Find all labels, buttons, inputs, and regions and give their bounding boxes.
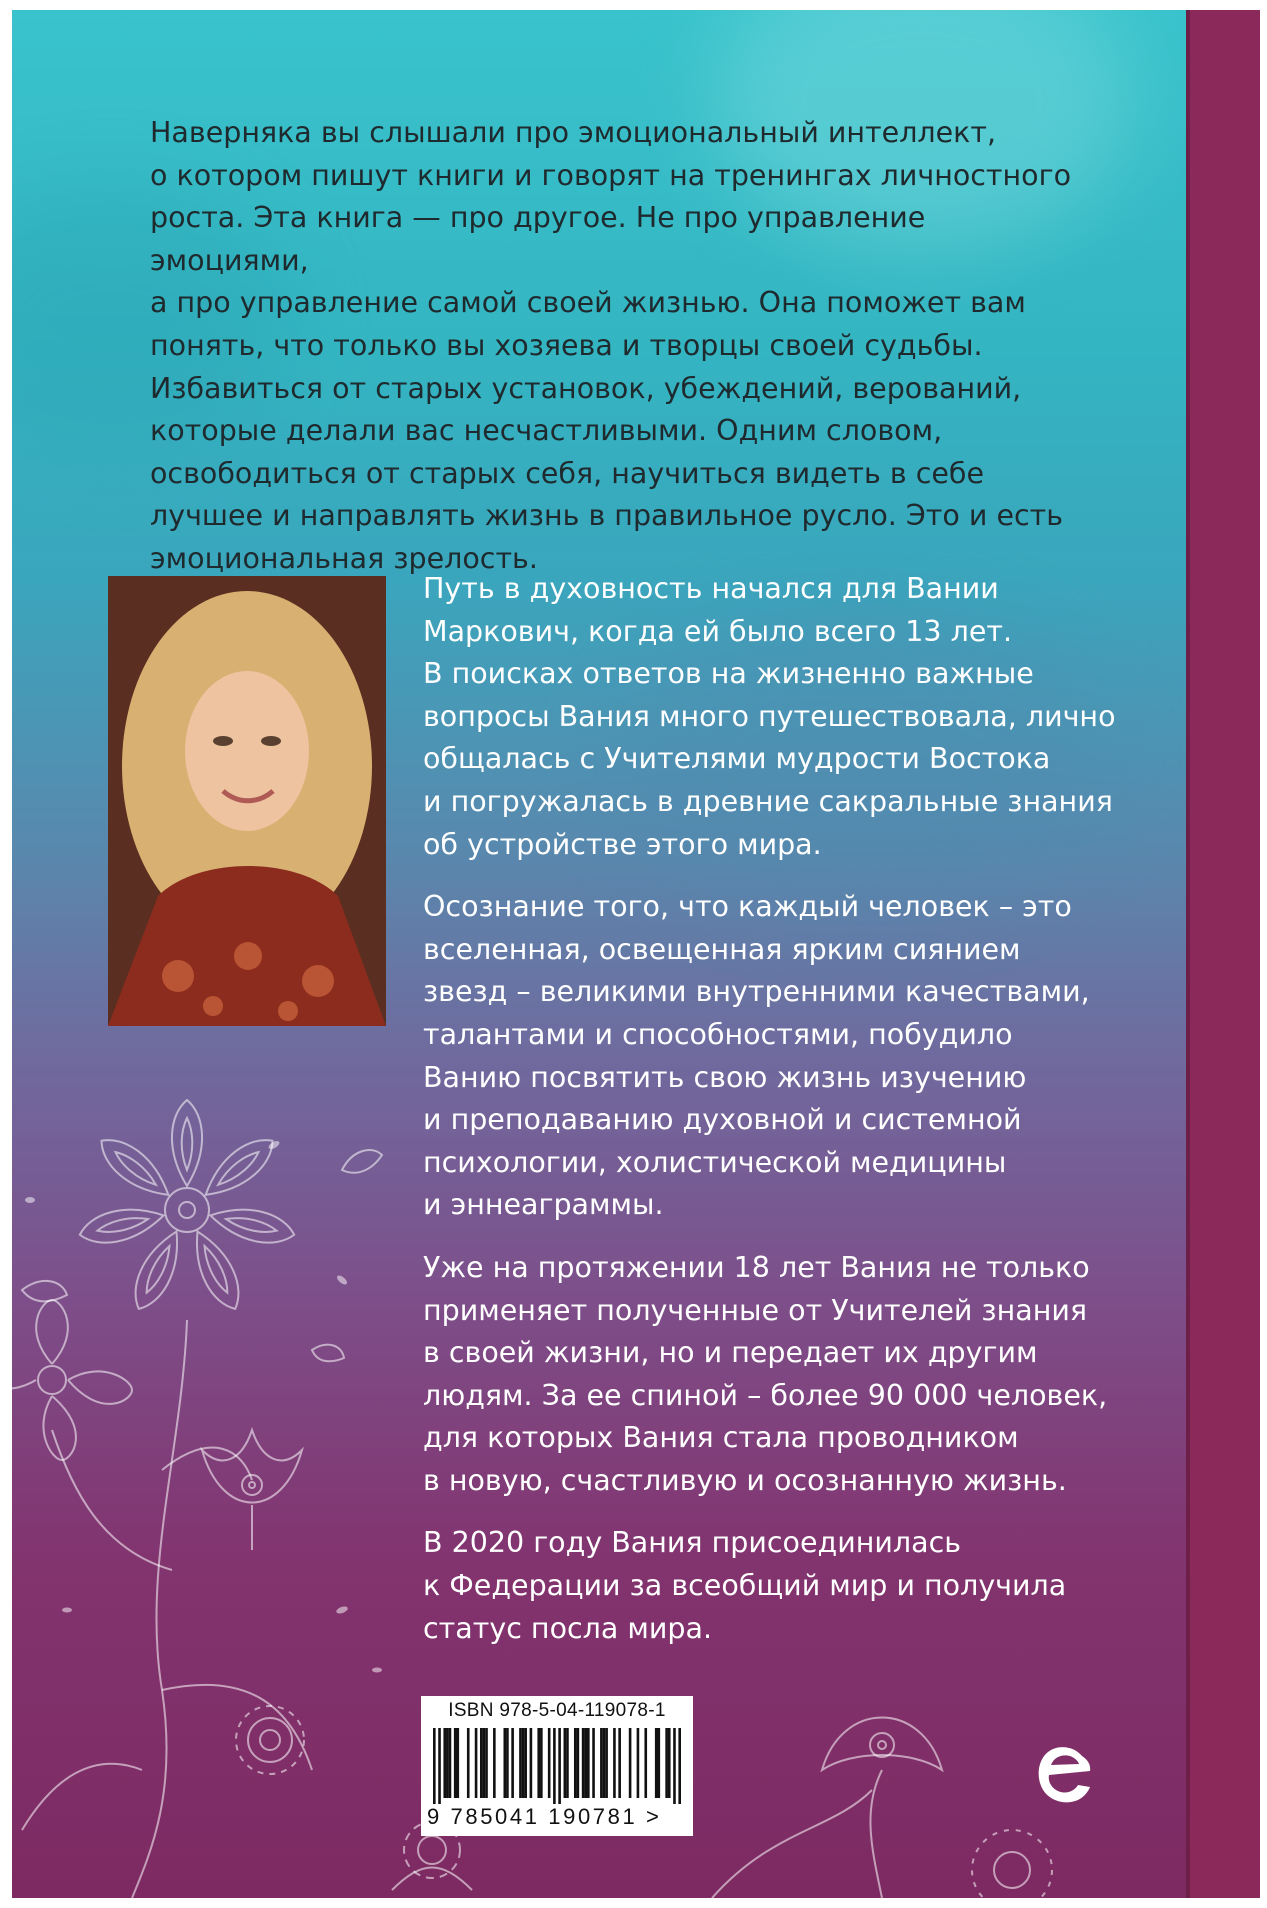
barcode-bar <box>618 1728 621 1798</box>
barcode-bar <box>438 1728 441 1804</box>
barcode-bar <box>493 1728 496 1798</box>
barcode-bar <box>522 1728 525 1798</box>
barcode-bar <box>605 1728 608 1798</box>
barcode-bar <box>540 1728 543 1798</box>
barcode-bar <box>433 1728 436 1804</box>
barcode-bar <box>503 1728 506 1798</box>
barcode-bar <box>592 1728 595 1798</box>
barcode-bar <box>603 1728 606 1798</box>
isbn-label: ISBN 978-5-04-119078-1 <box>448 1700 666 1721</box>
barcode-bar <box>678 1728 681 1804</box>
barcode-bar <box>485 1728 488 1798</box>
barcode-bar <box>584 1728 587 1798</box>
flower-icon <box>12 1300 132 1460</box>
isbn-barcode <box>421 1696 693 1836</box>
author-portrait-icon <box>108 576 386 1026</box>
barcode-bar <box>519 1728 522 1798</box>
barcode-bar <box>506 1728 509 1798</box>
bio-paragraph: Путь в духовность начался для Вании Маркович, когда ей было всего 13 лет. В поисках ответов на жизненно важные вопросы Вания много путешествовала, лично общалась с Учителями мудрости Востока и погружалась в древние сакральные знания об устройстве этого мира. <box>423 572 1116 861</box>
barcode-bar <box>443 1728 446 1798</box>
barcode-bars <box>433 1728 681 1804</box>
barcode-bar <box>564 1728 567 1798</box>
barcode-bar <box>566 1728 569 1798</box>
barcode-bar <box>537 1728 540 1798</box>
author-bio <box>423 568 1123 1670</box>
barcode-bar <box>574 1728 577 1798</box>
author-photo <box>108 576 386 1026</box>
barcode-bar <box>454 1728 457 1798</box>
barcode-bar <box>467 1728 470 1798</box>
book-spine <box>1190 10 1260 1898</box>
barcode-bar <box>644 1728 647 1798</box>
barcode-bar <box>665 1728 668 1798</box>
barcode-bar <box>637 1728 640 1798</box>
bio-paragraph: Осознание того, что каждый человек – это вселенная, освещенная ярким сиянием звезд – великими внутренними качествами, талантами и способностями, побудило Ванию посвятить свою жизнь изучению и преподаванию духовной и системной психологии, холистической медицины и эннеаграммы. <box>423 890 1090 1222</box>
barcode-bar <box>558 1728 561 1804</box>
barcode-bar <box>629 1728 632 1798</box>
flower-icon <box>76 1100 297 1315</box>
barcode-bar <box>613 1728 616 1798</box>
barcode-bar <box>475 1728 478 1798</box>
bio-paragraph: В 2020 году Вания присоединилась к Федерации за всеобщий мир и получила статус посла мира. <box>423 1526 1067 1645</box>
bio-paragraph: Уже на протяжении 18 лет Вания не только применяет полученные от Учителей знания в своей жизни, но и передает их другим людям. За ее спиной – более 90 000 человек, для которых Вания стала проводником в новую, счастливую и осознанную жизнь. <box>423 1250 1108 1497</box>
barcode-bar <box>587 1728 590 1798</box>
barcode-bar <box>655 1728 658 1798</box>
flower-icon <box>822 1718 942 1899</box>
barcode-bar <box>582 1728 585 1798</box>
barcode-bar <box>658 1728 661 1798</box>
barcode-bar <box>456 1728 459 1798</box>
barcode-bar <box>511 1728 514 1798</box>
publisher-logo-icon <box>1034 1740 1094 1810</box>
barcode-bar <box>553 1728 556 1804</box>
barcode-bar <box>577 1728 580 1798</box>
barcode-bar <box>483 1728 486 1798</box>
barcode-bar <box>524 1728 527 1798</box>
barcode-bar <box>480 1728 483 1798</box>
barcode-bar <box>548 1728 551 1798</box>
barcode-bar <box>449 1728 452 1798</box>
barcode-bar <box>446 1728 449 1798</box>
barcode-bar <box>673 1728 676 1804</box>
barcode-bar <box>530 1728 533 1798</box>
intro-paragraph: Наверняка вы слышали про эмоциональный интеллект, о котором пишут книги и говорят на тренингах личностного роста. Эта книга — про другое. Не про управление эмоциями, а про управление самой своей жизнью. Она поможет вам понять, что только вы хозяева и творцы своей судьбы. Избавиться от старых установок, убеждений, верований, которые делали вас несчастливыми. Одним словом, освободиться от старых себя, научиться видеть в себе лучшее и направлять жизнь в правильное русло. Это и есть эмоциональная зрелость. <box>150 116 1072 575</box>
back-cover <box>12 10 1190 1898</box>
barcode-bar <box>600 1728 603 1798</box>
barcode-bar <box>668 1728 671 1798</box>
barcode-digits: 9 785041 190781 > <box>427 1804 662 1829</box>
